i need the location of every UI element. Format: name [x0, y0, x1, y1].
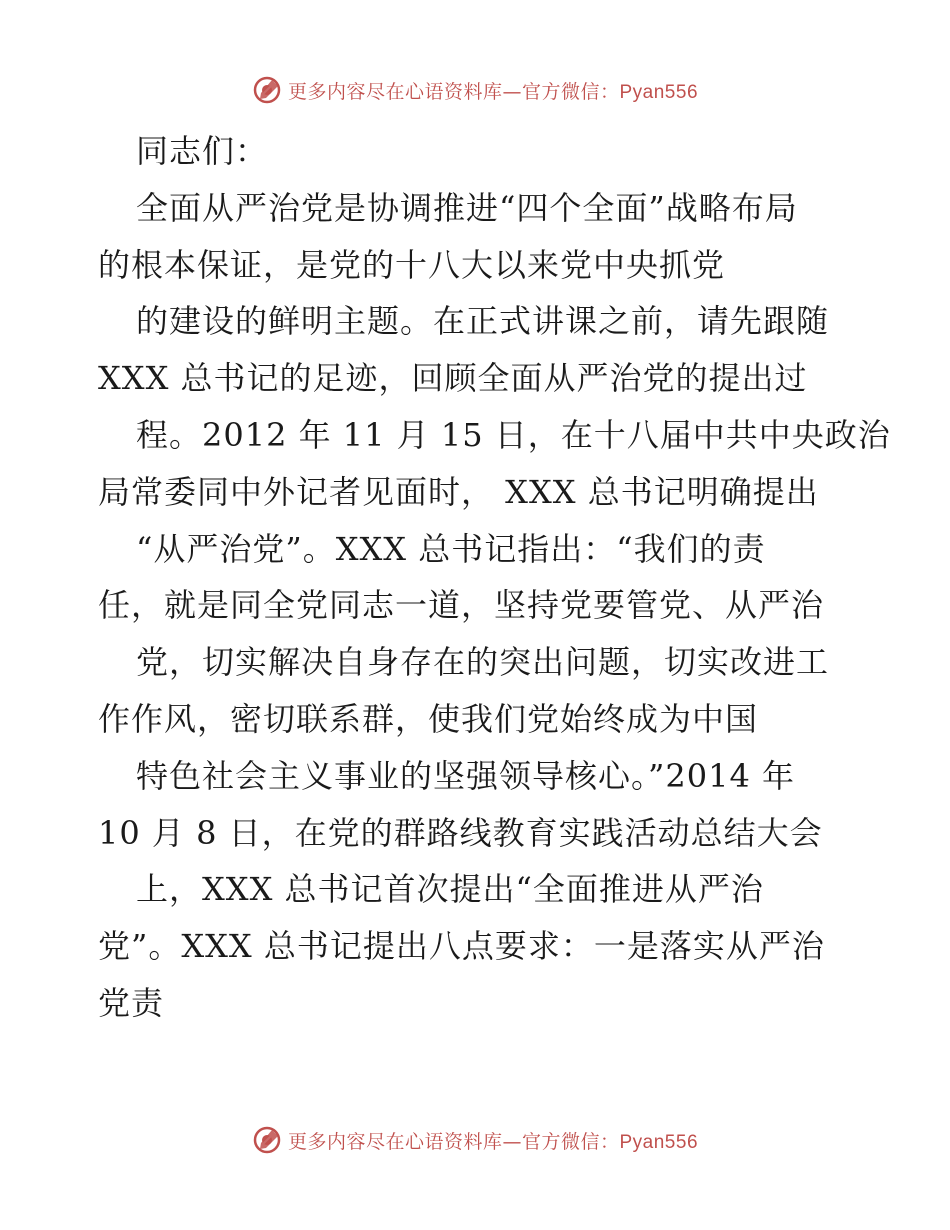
footer-watermark [0, 1122, 950, 1158]
text-line: 程。2012 年 11 月 15 日，在十八届中共中央政治 [136, 415, 891, 454]
text-line: 党”。XXX 总书记提出八点要求：一是落实从严治 [98, 927, 825, 966]
text-line: XXX 总书记的足迹，回顾全面从严治党的提出过 [98, 359, 808, 398]
document-body [98, 123, 891, 1032]
text-line: “从严治党”。XXX 总书记指出：“我们的责 [136, 529, 766, 568]
text-line: 局常委同中外记者见面时， XXX 总书记明确提出 [98, 472, 819, 511]
watermark-handle: Pyan556 [619, 81, 699, 103]
text-line: 同志们： [136, 132, 269, 170]
text-line: 全面从严治党是协调推进“四个全面”战略布局 [136, 188, 798, 227]
watermark-text [288, 77, 698, 104]
watermark-text [288, 1127, 698, 1154]
text-line: 上，XXX 总书记首次提出“全面推进从严治 [136, 870, 764, 909]
watermark-label: 更多内容尽在心语资料库—官方微信： [287, 80, 620, 103]
brand-logo-icon [252, 1125, 282, 1155]
brand-logo-icon [252, 75, 282, 105]
text-line: 10 月 8 日，在党的群路线教育实践活动总结大会 [98, 813, 823, 852]
watermark-handle: Pyan556 [619, 1131, 699, 1153]
text-line: 的建设的鲜明主题。在正式讲课之前，请先跟随 [136, 302, 830, 341]
watermark-label: 更多内容尽在心语资料库—官方微信： [287, 1130, 620, 1153]
text-line: 的根本保证，是党的十八大以来党中央抓党 [98, 245, 726, 284]
header-watermark [0, 72, 950, 108]
text-line: 作作风，密切联系群，使我们党始终成为中国 [98, 699, 759, 738]
text-line: 任，就是同全党同志一道，坚持党要管党、从严治 [98, 586, 825, 625]
text-line: 特色社会主义事业的坚强领导核心。”2014 年 [136, 756, 795, 795]
text-line: 党责 [98, 983, 165, 1022]
text-line: 党，切实解决自身存在的突出问题，切实改进工 [136, 643, 830, 682]
